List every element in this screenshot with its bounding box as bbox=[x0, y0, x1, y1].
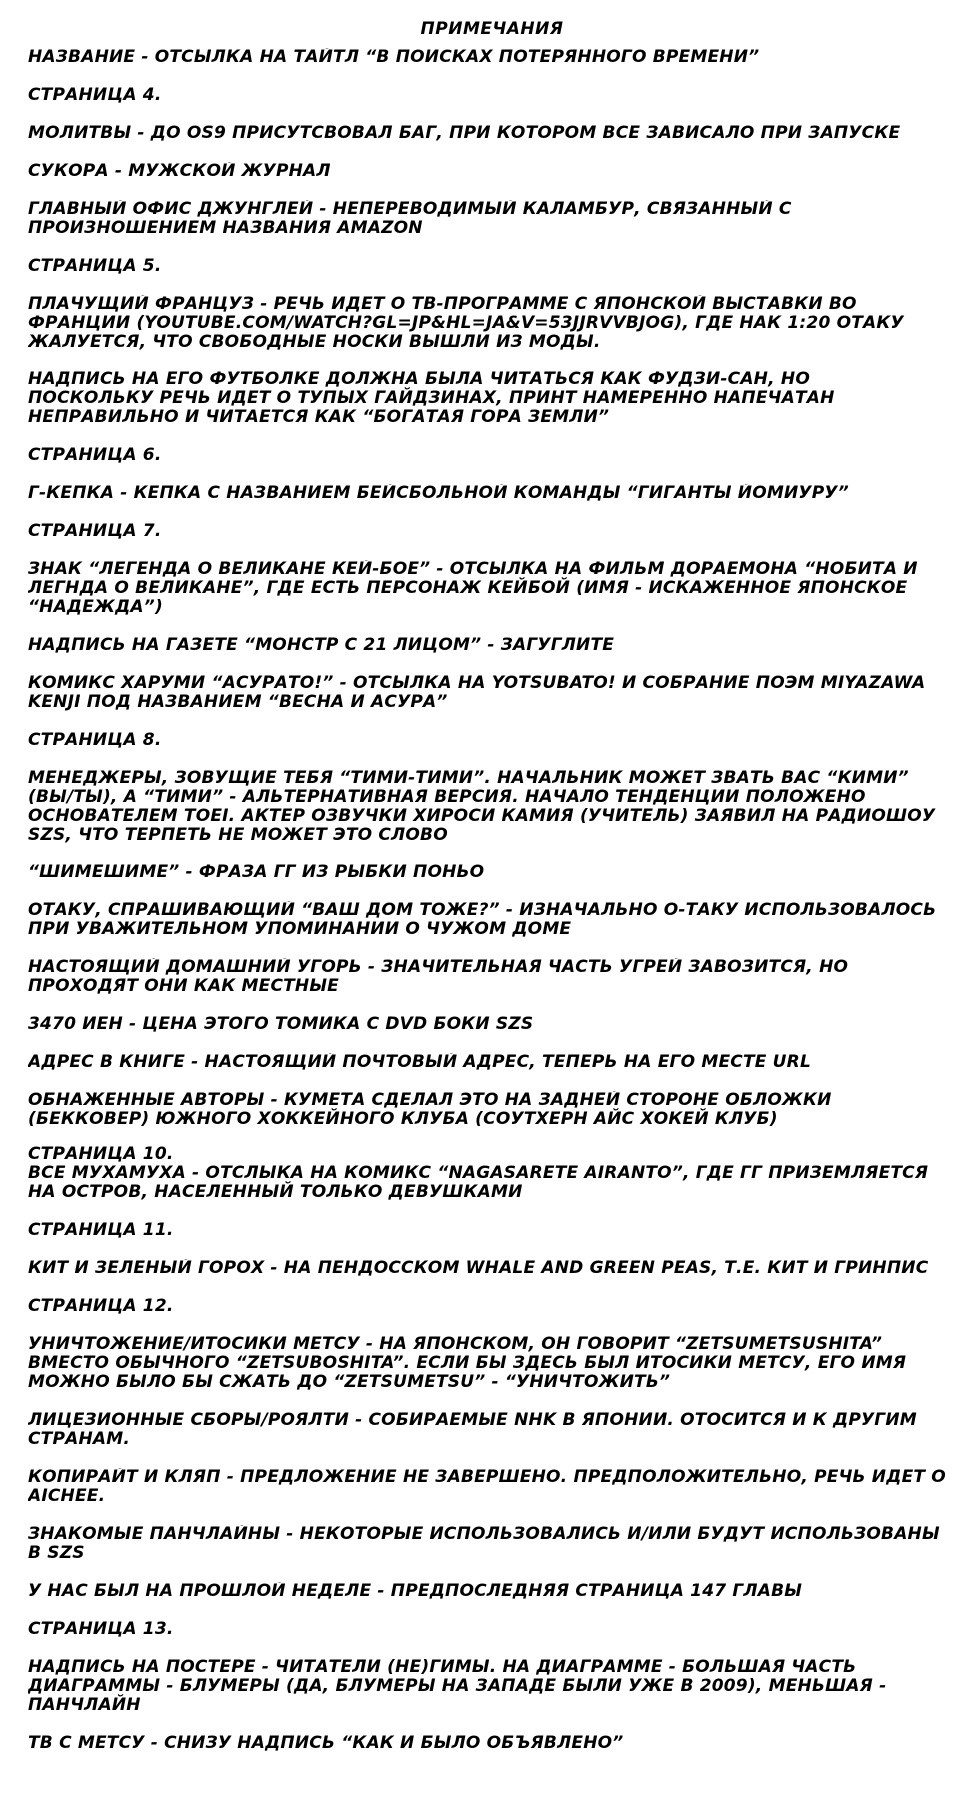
note-tshirt-print: НАДПИСЬ НА ЕГО ФУТБОЛКЕ ДОЛЖНА БЫЛА ЧИТАТЬСЯ КАК ФУДЗИ-САН, НО ПОСКОЛЬКУ РЕЧЬ ИДЕТ О ТУПЫХ ГАЙДЗИНАХ, ПРИНТ НАМЕРЕННО НАПЕЧАТАН НЕПРАВИЛЬНО И ЧИТАЕТСЯ КАК “БОГАТАЯ ГОРА ЗЕМЛИ” bbox=[28, 370, 835, 427]
page-heading-13: СТРАНИЦА 13. bbox=[28, 1620, 174, 1639]
page-heading-7: СТРАНИЦА 7. bbox=[28, 522, 162, 541]
page-heading-5: СТРАНИЦА 5. bbox=[28, 257, 162, 276]
note-punchlines: ЗНАКОМЫЕ ПАНЧЛАЙНЫ - НЕКОТОРЫЕ ИСПОЛЬЗОВАЛИСЬ И/ИЛИ БУДУТ ИСПОЛЬЗОВАНЫ В SZS bbox=[28, 1525, 940, 1563]
page-heading-6: СТРАНИЦА 6. bbox=[28, 446, 162, 465]
note-whale-peas: КИТ И ЗЕЛЕНЫЙ ГОРОХ - НА ПЕНДОССКОМ WHALE AND GREEN PEAS, Т.Е. КИТ И ГРИНПИС bbox=[28, 1259, 929, 1278]
note-newspaper: НАДПИСЬ НА ГАЗЕТЕ “МОНСТР С 21 ЛИЦОМ” - ЗАГУГЛИТЕ bbox=[28, 636, 615, 655]
page-title: ПРИМЕЧАНИЯ bbox=[420, 19, 564, 39]
note-chimi-managers: МЕНЕДЖЕРЫ, ЗОВУЩИЕ ТЕБЯ “ТИМИ-ТИМИ”. НАЧАЛЬНИК МОЖЕТ ЗВАТЬ ВАС “КИМИ” (ВЫ/ТЫ), А “ТИМИ” - АЛЬТЕРНАТИВНАЯ ВЕРСИЯ. НАЧАЛО ТЕНДЕНЦИИ ПОЛОЖЕНО ОСНОВАТЕЛЕМ TOEI. АКТЕР ОЗВУЧКИ ХИРОСИ КАМИЯ (УЧИТЕЛЬ) ЗАЯВИЛ НА РАДИОШОУ SZS, ЧТО ТЕРПЕТЬ НЕ МОЖЕТ ЭТО СЛОВО bbox=[28, 769, 936, 845]
note-giant-legend-sign: ЗНАК “ЛЕГЕНДА О ВЕЛИКАНЕ КЕЙ-БОЕ” - ОТСЫЛКА НА ФИЛЬМ ДОРАЕМОНА “НОБИТА И ЛЕГНДА О ВЕЛИКАНЕ”, ГДЕ ЕСТЬ ПЕРСОНАЖ КЕЙБОЙ (ИМЯ - ИСКАЖЕННОЕ ЯПОНСКОЕ “НАДЕЖДА”) bbox=[28, 560, 918, 617]
page-heading-4: СТРАНИЦА 4. bbox=[28, 86, 162, 105]
note-naked-authors: ОБНАЖЕННЫЕ АВТОРЫ - КУМЕТА СДЕЛАЛ ЭТО НА ЗАДНЕЙ СТОРОНЕ ОБЛОЖКИ (БЕККОВЕР) ЮЖНОГО ХОККЕЙНОГО КЛУБА (СОУТХЕРН АЙС ХОКЕЙ КЛУБ) bbox=[28, 1091, 832, 1129]
page-heading-11: СТРАНИЦА 11. bbox=[28, 1221, 174, 1240]
page-heading-12: СТРАНИЦА 12. bbox=[28, 1297, 174, 1316]
note-address: АДРЕС В КНИГЕ - НАСТОЯЩИЙ ПОЧТОВЫЙ АДРЕС, ТЕПЕРЬ НА ЕГО МЕСТЕ URL bbox=[28, 1053, 812, 1072]
note-sukora: СУКОРА - МУЖСКОЙ ЖУРНАЛ bbox=[28, 162, 331, 181]
note-last-week: У НАС БЫЛ НА ПРОШЛОЙ НЕДЕЛЕ - ПРЕДПОСЛЕДНЯЯ СТРАНИЦА 147 ГЛАВЫ bbox=[28, 1582, 803, 1601]
note-g-cap: Г-КЕПКА - КЕПКА С НАЗВАНИЕМ БЕЙСБОЛЬНОЙ КОМАНДЫ “ГИГАНТЫ ЙОМИУРУ” bbox=[28, 484, 849, 503]
note-domestic-eel: НАСТОЯЩИЙ ДОМАШНИЙ УГОРЬ - ЗНАЧИТЕЛЬНАЯ ЧАСТЬ УГРЕЙ ЗАВОЗИТСЯ, НО ПРОХОДЯТ ОНИ КАК МЕСТНЫЕ bbox=[28, 958, 849, 996]
note-price: 3470 ИЕН - ЦЕНА ЭТОГО ТОМИКА С DVD БОКИ SZS bbox=[28, 1015, 534, 1034]
note-jungle-office: ГЛАВНЫЙ ОФИС ДЖУНГЛЕЙ - НЕПЕРЕВОДИМЫЙ КАЛАМБУР, СВЯЗАННЫЙ С ПРОИЗНОШЕНИЕМ НАЗВАНИЯ AMAZON bbox=[28, 200, 792, 238]
note-zetsumetsu: УНИЧТОЖЕНИЕ/ИТОСИКИ МЕТСУ - НА ЯПОНСКОМ, ОН ГОВОРИТ “ZETSUMETSUSHITA” ВМЕСТО ОБЫЧНОГО “ZETSUBOSHITA”. ЕСЛИ БЫ ЗДЕСЬ БЫЛ ИТОСИКИ МЕТСУ, ЕГО ИМЯ МОЖНО БЫЛО БЫ СЖАТЬ ДО “ZETSUMETSU” - “УНИЧТОЖИТЬ” bbox=[28, 1335, 907, 1392]
note-license-fees: ЛИЦЕЗИОННЫЕ СБОРЫ/РОЯЛТИ - СОБИРАЕМЫЕ NHK В ЯПОНИИ. ОТОСИТСЯ И К ДРУГИМ СТРАНАМ. bbox=[28, 1411, 917, 1449]
note-crying-frenchman: ПЛАЧУЩИЙ ФРАНЦУЗ - РЕЧЬ ИДЕТ О ТВ-ПРОГРАММЕ С ЯПОНСКОЙ ВЫСТАВКИ ВО ФРАНЦИИ (YOUTUBE.COM/WATCH?GL=JP&HL=JA&V=53JJRVVBJOG), ГДЕ НАК 1:20 ОТАКУ ЖАЛУЕТСЯ, ЧТО СВОБОДНЫЕ НОСКИ ВЫШЛИ ИЗ МОДЫ. bbox=[28, 295, 904, 352]
note-poster: НАДПИСЬ НА ПОСТЕРЕ - ЧИТАТЕЛИ (НЕ)ГИМЫ. НА ДИАГРАММЕ - БОЛЬШАЯ ЧАСТЬ ДИАГРАММЫ - БЛУМЕРЫ (ДА, БЛУМЕРЫ НА ЗАПАДЕ БЫЛИ УЖЕ В 2009), МЕНЬШАЯ - ПАНЧЛАЙН bbox=[28, 1658, 887, 1715]
note-shimeshime: “ШИМЕШИМЕ” - ФРАЗА ГГ ИЗ РЫБКИ ПОНЬО bbox=[28, 863, 485, 882]
note-asurato-comic: КОМИКС ХАРУМИ “АСУРАТО!” - ОТСЫЛКА НА YOTSUBATO! И СОБРАНИЕ ПОЭМ MIYAZAWA KENJI ПОД НАЗВАНИЕМ “ВЕСНА И АСУРА” bbox=[28, 674, 926, 712]
note-page10-muhamuha: СТРАНИЦА 10. ВСЕ МУХАМУХА - ОТСЛЫКА НА КОМИКС “NAGASARETE AIRANTO”, ГДЕ ГГ ПРИЗЕМЛЯЕТСЯ НА ОСТРОВ, НАСЕЛЕННЫЙ ТОЛЬКО ДЕВУШКАМИ bbox=[28, 1145, 929, 1202]
note-copyright-gag: КОПИРАЙТ И КЛЯП - ПРЕДЛОЖЕНИЕ НЕ ЗАВЕРШЕНО. ПРЕДПОЛОЖИТЕЛЬНО, РЕЧЬ ИДЕТ О AICHEE. bbox=[28, 1468, 946, 1506]
note-title-reference: НАЗВАНИЕ - ОТСЫЛКА НА ТАЙТЛ “В ПОИСКАХ ПОТЕРЯННОГО ВРЕМЕНИ” bbox=[28, 48, 760, 67]
note-otaku: ОТАКУ, СПРАШИВАЮЩИЙ “ВАШ ДОМ ТОЖЕ?” - ИЗНАЧАЛЬНО О-ТАКУ ИСПОЛЬЗОВАЛОСЬ ПРИ УВАЖИТЕЛЬНОМ УПОМИНАНИИ О ЧУЖОМ ДОМЕ bbox=[28, 901, 937, 939]
page-heading-8: СТРАНИЦА 8. bbox=[28, 731, 162, 750]
note-prayers: МОЛИТВЫ - ДО OS9 ПРИСУТСВОВАЛ БАГ, ПРИ КОТОРОМ ВСЕ ЗАВИСАЛО ПРИ ЗАПУСКЕ bbox=[28, 124, 901, 143]
note-tv-metsu: ТВ С МЕТСУ - СНИЗУ НАДПИСЬ “КАК И БЫЛО ОБЪЯВЛЕНО” bbox=[28, 1734, 624, 1753]
